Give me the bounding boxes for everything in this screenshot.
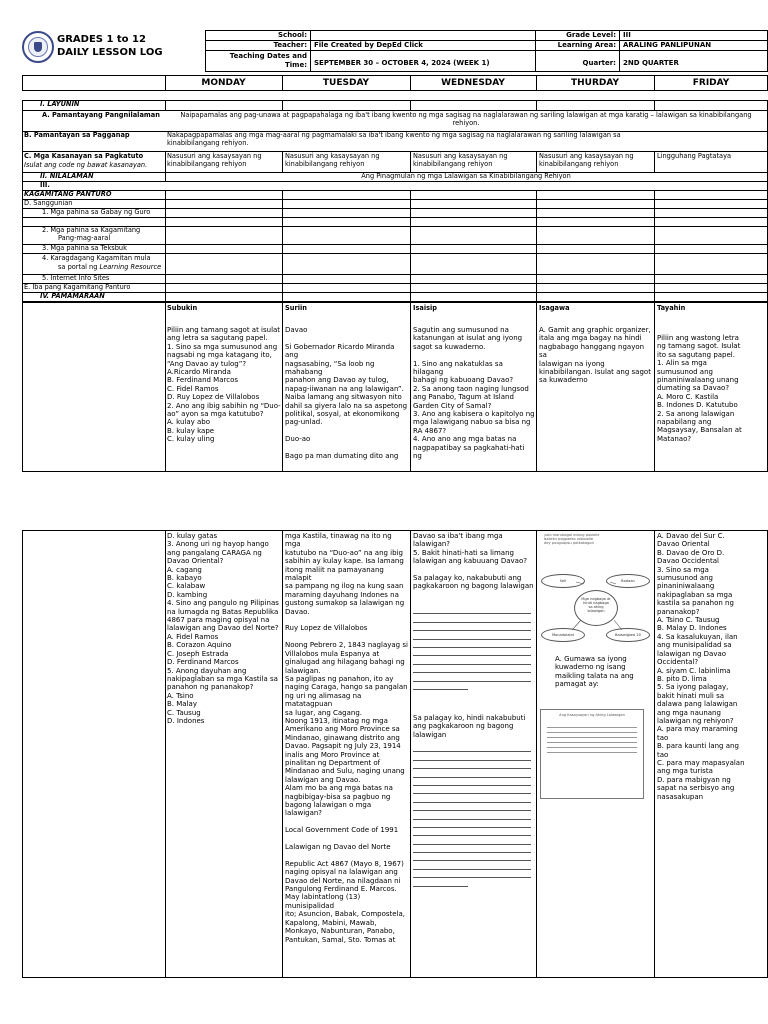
grades-title: GRADES 1 to 12 (57, 34, 146, 45)
subukin-page2: D. kulay gatas 3. Anong uri ng hayop hango ang pangalang CARAGA ng Davao Oriental? A. cagang B. kabayo C. kalabaw D. kambing 4. Sino ang pangulo ng Pilipinas na lumagda ng Batas Republika 4867 para maging opisyal na lalawigan ang Davao del Norte? A. Fidel Ramos B. Corazon Aquino C. Joseph Estrada D. Ferdinand Marcos 5. Anong dayuhan ang nakipaglaban sa mga Kastila sa panahon ng pananakop? A. Tsino B. Malay C. Tausug D. Indones (167, 532, 279, 725)
kasanayan-wednesday: Nasusuri ang kasaysayan ng kinabibilangang rehiyon (413, 152, 508, 168)
pamantayan-pagganap-label: B. Pamantayan sa Pagganap (24, 131, 130, 139)
day-monday: MONDAY (201, 78, 246, 88)
tayahin-page2: A. Davao del Sur C. Davao Oriental B. Davao de Oro D. Davao Occidental 3. Sino sa mga sumusunod ang pinaniniwalaang nakipaglaban sa mga kastila sa panahon ng pananakop? A. Tsino C. Tausug B. Malay D. Indones 4. Sa kasalukuyan, ilan ang munisipalidad sa lalawigan ng Davao Occidental? A. siyam C. labinlima B. pito D. lima 5. Sa iyong palagay, bakit hinati muli sa dalawa pang lalawigan ang mga naunang lalawigan ng rehiyon? A. para may maraming tao B. para kaunti lang ang tao C. para may mapasyalan ang mga turista D. para mabigyan ng sapat na serbisyo ang nasasakupan (657, 532, 745, 801)
kasanayan-friday: Lingguhang Pagtataya (657, 152, 732, 160)
karagdagang-label-1: 4. Karagdagang Kagamitan mula (42, 254, 151, 262)
subukin-page1: Piliin ang tamang sagot at isulat ang letra sa sagutang papel. 1. Sino sa mga sumusunod ang nagsabi ng mga katagang ito, “Ang Davao ay tulog”? A.Ricardo Miranda B. Ferdinand Marcos C. Fidel Ramos D. Ruy Lopez de Villalobos 2. Ano ang ibig sabihin ng “Duo- ao” ayon sa mga katutubo? A. kulay abo B. kulay kape C. kulay uling (167, 326, 281, 444)
internet-sites-label: 5. Internet Info Sites (42, 274, 110, 282)
nilalaman-label: II. NILALAMAN (40, 172, 94, 180)
day-thursday: THURDAY (570, 78, 619, 88)
organizer-oval-2: Bodaan (606, 574, 650, 588)
kasanayan-thursday: Nasusuri ang kasaysayan ng kinabibilangang rehiyon (539, 152, 634, 168)
karagdagang-label-2: sa portal ng Learning Resource (58, 263, 162, 271)
organizer-oval-3: Monadalalat (541, 628, 585, 642)
section-iii-label: III. (40, 181, 50, 189)
day-tuesday: TUESDAY (322, 78, 370, 88)
pamamaraan-label: IV. PAMAMARAAN (40, 292, 105, 300)
organizer-word-box: yolo marubagal edung pasiolle bakeku pagpaeko rosboolle dey puoguopsu potkokagon (544, 533, 600, 546)
kasanayan-sub: Isulat ang code ng bawat kasanayan. (24, 161, 148, 169)
kagamitang-label-1: 2. Mga pahina sa Kagamitang (42, 226, 141, 234)
teacher-label: Teacher: (273, 41, 307, 49)
pamantayan-pagganap-text: Nakapagpapamalas ang mga mag-aaral ng pagmamalaki sa iba't ibang kwento ng mga sagisag na naglalarawan ng sariling lalawigan sa kinabibilangang rehiyon. (167, 131, 621, 147)
answer-lines-nakabubuti[interactable] (413, 606, 531, 706)
teacher-value: File Created by DepEd Click (314, 41, 423, 49)
day-wednesday: WEDNESDAY (441, 78, 505, 88)
kasanayan-monday: Nasusuri ang kasaysayan ng kinabibilangang rehiyon (167, 152, 262, 168)
isagawa-heading: Isagawa (539, 304, 570, 312)
pamantayang-pangnilalaman-text: Naipapamalas ang pag-unawa at pagpapahalaga ng iba't ibang kwento ng mga sagisag na naglalarawan ng sariling lalawigan at mga karatig – lalawigan sa kinabibilangang rehiyon. (180, 111, 752, 127)
nilalaman-text: Ang Pinagmulan ng mga Lalawigan sa Kinabibilangang Rehiyon (361, 172, 571, 180)
learning-area-value: ARALING PANLIPUNAN (623, 41, 712, 49)
grade-level-value: III (623, 31, 631, 39)
deped-seal-logo (22, 31, 54, 63)
dates-value: SEPTEMBER 30 – OCTOBER 4, 2024 (WEEK 1) (314, 59, 490, 67)
talata-card-title: Ang Kasaysayan ng Aking Lalawigan (559, 713, 625, 717)
tayahin-page1: Piliin ang wastong letra ng tamang sagot. Isulat ito sa sagutang papel. 1. Alin sa mga sumusunod ang pinaniniwalaang unang dumating sa Davao? A. Moro C. Kastila B. Indones D. Katutubo 2. Sa anong lalawigan napabilang ang Magsaysay, Bansalan at Matanao? (657, 334, 742, 443)
lesson-log-title: DAILY LESSON LOG (57, 47, 163, 58)
suriin-page2: mga Kastila, tinawag na ito ng mga katutubo na “Duo-ao” na ang ibig sabihin ay kulay kape. Isa lamang itong maliit na pamayanang malapit sa pampang ng ilog na kung saan maraming dayuhang Indones na gustong sumakop sa lalawigan ng Davao. Ruy Lopez de Villalobos Noong Pebrero 2, 1843 naglayag si Villalobos mula Espanya at ginalugad ang hilagang bahagi ng lalawigan. Sa paglipas ng panahon, ito ay naging Caraga, hango sa pangalan ng uri ng alimasag na matatagpuan sa lugar, ang Cagang. Noong 1913, itinatag ng mga Amerikano ang Moro Province sa Mindanao, ginawang distrito ang Davao. Pagsapit ng July 23, 1914 inalis ang Moro Province at pinalitan ng Department of Mindanao and Sulu, naging unang lalawigan ang Davao. Alam mo ba ang mga batas na nagbibigay-bisa sa pagbuo ng bagong lalawigan o mga lalawigan? Local Government Code of 1991 Lalawigan ng Davao del Norte Republic Act 4867 (Mayo 8, 1967) naging opisyal na lalawigan ang Davao del Norte, na nilagdaan ni Pangulong Ferdinand E. Marcos. May labintatlong (13) munisipalidad ito; Asuncion, Babak, Compostela, Kapalong, Mabini, Mawab, Monkayo, Nabunturan, Panabo, Pantukan, Samal, Sto. Tomas at (285, 532, 408, 944)
suriin-heading: Suriin (285, 304, 307, 312)
school-label: School: (278, 31, 307, 39)
quarter-value: 2ND QUARTER (623, 59, 679, 67)
iba-pang-kagamitan-label: E. Iba pang Kagamitang Panturo (24, 283, 131, 291)
suriin-page1: Davao Si Gobernador Ricardo Miranda ang nagsasabing, “Sa loob ng mahabang panahon ang Davao ay tulog, napag-iiwanan na ang lalawigan”. Naiba lamang ang sitwasyon nito dahil sa giyera lalo na sa aspetong politikal, sosyal, at ekonomikong pag-unlad. Duo-ao Bago pa man dumating dito ang (285, 326, 408, 461)
isaisip-heading: Isaisip (413, 304, 437, 312)
isagawa-page2-instruction: A. Gumawa sa iyong kuwaderno ng isang maikling talata na ang pamagat ay: (555, 655, 634, 689)
day-friday: FRIDAY (692, 78, 730, 88)
grade-level-label: Grade Level: (566, 31, 616, 39)
talata-card (540, 709, 644, 799)
teksbuk-label: 3. Mga pahina sa Teksbuk (42, 244, 127, 252)
kasanayan-label: C. Mga Kasanayan sa Pagkatuto (24, 152, 144, 160)
layunin-label: I. LAYUNIN (40, 100, 80, 108)
pamantayang-pangnilalaman-label: A. Pamantayang Pangnilalaman (42, 111, 160, 119)
kagamitang-label-2: Pang-mag-aaral (58, 234, 111, 242)
quarter-label: Quarter: (582, 59, 616, 67)
kagamitang-panturo-label: KAGAMITANG PANTURO (24, 190, 112, 198)
organizer-oval-1: Seli (541, 574, 585, 588)
learning-area-label: Learning Area: (557, 41, 616, 49)
dates-label-2: Time: (284, 61, 307, 69)
answer-lines-hindi-nakabubuti[interactable] (413, 744, 531, 914)
sanggunian-label: D. Sanggunian (24, 199, 73, 207)
kasanayan-tuesday: Nasusuri ang kasaysayan ng kinabibilangang rehiyon (285, 152, 380, 168)
isaisip-page1: Sagutin ang sumusunod na katanungan at isulat ang iyong sagot sa kuwaderno. 1. Sino ang nakatuklas sa hilagang bahagi ng kabuoang Davao? 2. Sa anong taon naging lungsod ang Panabo, Tagum at Island Garden City of Samal? 3. Ano ang kabisera o kapitolyo ng mga lalawigang nabuo sa bisa ng RA 4867? 4. Ano ano ang mga batas na nagpapatibay sa pagkahati-hati ng (413, 326, 535, 461)
isagawa-page1: A. Gamit ang graphic organizer, itala ang mga bagay na hindi nagbabago hanggang ngayon sa lalawigan na iyong kinabibilangan. Isulat ang sagot sa kuwaderno (539, 326, 651, 385)
organizer-connectors (536, 570, 654, 650)
tayahin-heading: Tayahin (657, 304, 686, 312)
isaisip-page2-questions: Davao sa iba't ibang mga lalawigan? 5. Bakit hinati-hati sa limang lalawigan ang kabuuang Davao? Sa palagay ko, nakabubuti ang pagkakaroon ng bagong lalawigan (413, 532, 534, 591)
isaisip-page2-hindi: Sa palagay ko, hindi nakabubuti ang pagkakaroon ng bagong lalawigan (413, 714, 526, 739)
organizer-oval-4: Balawiglaw 20 (606, 628, 650, 642)
subukin-heading: Subukin (167, 304, 198, 312)
organizer-center-oval: Mga nagbago at hindi nagbago sa aking lalawigan (574, 590, 618, 626)
gabay-guro-label: 1. Mga pahina sa Gabay ng Guro (42, 208, 151, 216)
dates-label-1: Teaching Dates and (229, 52, 307, 60)
